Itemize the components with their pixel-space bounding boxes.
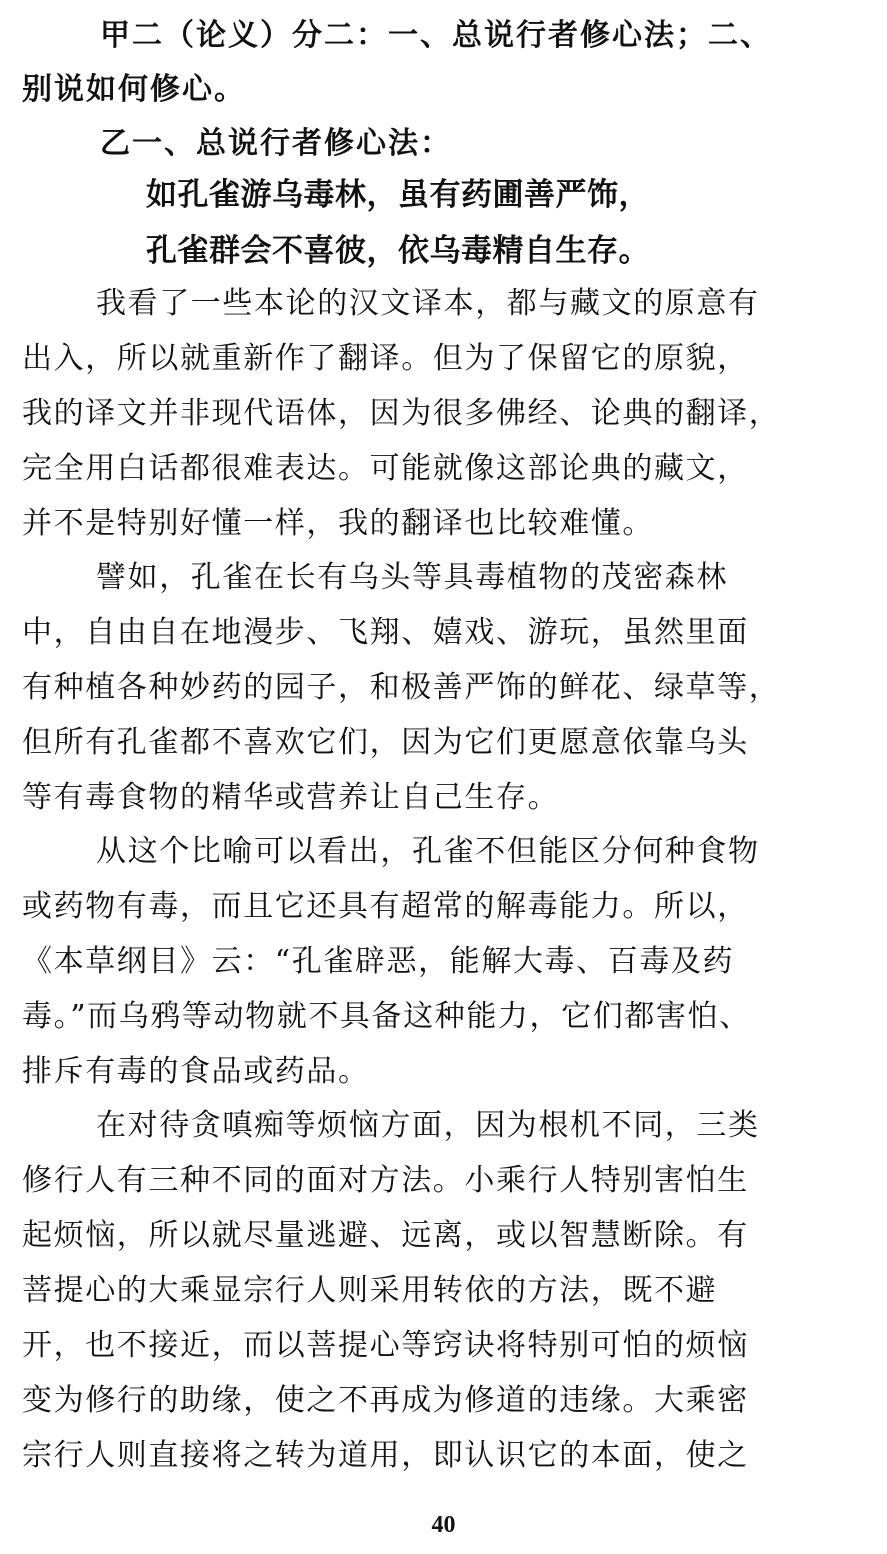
paragraph-1-line-4: 完全用白话都很难表达。可能就像这部论典的藏文，: [22, 451, 749, 486]
verse-line-1: 如孔雀游乌毒林，虽有药圃善严饰，: [146, 177, 650, 213]
paragraph-3-line-3: 《本草纲目》云：“孔雀辟恶，能解大毒、百毒及药: [22, 944, 735, 979]
verse-line-2: 孔雀群会不喜彼，依乌毒精自生存。: [146, 233, 650, 269]
paragraph-4-line-2: 修行人有三种不同的面对方法。小乘行人特别害怕生: [22, 1163, 749, 1198]
paragraph-4-line-4: 菩提心的大乘显宗行人则采用转依的方法，既不避: [22, 1273, 718, 1308]
subsection-heading: 乙一、总说行者修心法：: [100, 126, 452, 161]
paragraph-2-line-1: 譬如，孔雀在长有乌头等具毒植物的茂密森林: [96, 560, 728, 595]
paragraph-3-line-4: 毒。”而乌鸦等动物就不具备这种能力，它们都害怕、: [22, 999, 751, 1034]
paragraph-4-line-3: 起烦恼，所以就尽量逃避、远离，或以智慧断除。有: [22, 1218, 749, 1253]
paragraph-3-line-5: 排斥有毒的食品或药品。: [22, 1054, 370, 1089]
paragraph-2-line-3: 有种植各种妙药的园子，和极善严饰的鲜花、绿草等，: [22, 670, 781, 705]
paragraph-4-line-1: 在对待贪嗔痴等烦恼方面，因为根机不同，三类: [96, 1108, 760, 1143]
page-number: 40: [431, 1512, 456, 1538]
paragraph-2-line-5: 等有毒食物的精华或营养让自己生存。: [22, 780, 560, 815]
paragraph-4-line-7: 宗行人则直接将之转为道用，即认识它的本面，使之: [22, 1438, 749, 1473]
paragraph-3-line-2: 或药物有毒，而且它还具有超常的解毒能力。所以，: [22, 889, 749, 924]
paragraph-1-line-2: 出入，所以就重新作了翻译。但为了保留它的原貌，: [22, 341, 749, 376]
paragraph-4-line-6: 变为修行的助缘，使之不再成为修道的违缘。大乘密: [22, 1383, 749, 1418]
paragraph-1-line-1: 我看了一些本论的汉文译本，都与藏文的原意有: [96, 286, 760, 321]
paragraph-1-line-5: 并不是特别好懂一样，我的翻译也比较难懂。: [22, 506, 654, 541]
paragraph-2-line-4: 但所有孔雀都不喜欢它们，因为它们更愿意依靠乌头: [22, 725, 749, 760]
paragraph-1-line-3: 我的译文并非现代语体，因为很多佛经、论典的翻译，: [22, 396, 781, 431]
paragraph-2-line-2: 中，自由自在地漫步、飞翔、嬉戏、游玩，虽然里面: [22, 615, 749, 650]
paragraph-3-line-1: 从这个比喻可以看出，孔雀不但能区分何种食物: [96, 834, 760, 869]
section-heading-line-2: 别说如何修心。: [22, 72, 246, 107]
paragraph-4-line-5: 开，也不接近，而以菩提心等窍诀将特别可怕的烦恼: [22, 1328, 749, 1363]
section-heading-line-1: 甲二（论义）分二：一、总说行者修心法；二、: [100, 18, 772, 53]
